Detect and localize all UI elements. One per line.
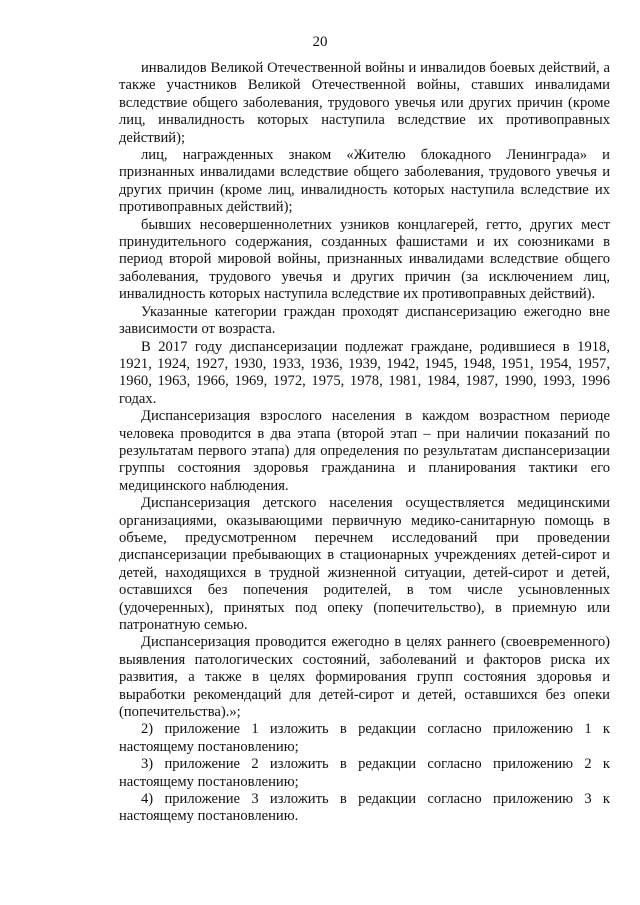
paragraph-birth-years: В 2017 году диспансеризации подлежат граждане, родившиеся в 1918, 1921, 1924, 1927, 1930, 1933, 1936, 1939, 1942, 1945, 1948, 1951, 1954, 1957, 1960, 1963, 1966, 1969, 1972, 1975, 1978, 1981, 1984, 1987, 1990, 1993, 1996 годах.: [119, 338, 610, 407]
paragraph-child-examination: Диспансеризация детского населения осуществляется медицинскими организациями, оказывающими первичную медико-санитарную помощь в объеме, предусмотренном перечнем исследований при проведении диспансеризации пребывающих в стационарных учреждениях детей-сирот и детей, находящихся в трудной жизненной ситуации, детей-сирот и детей, оставшихся без попечения родителей, в том числе усыновленных (удочеренных), принятых под опеку (попечительство), в приемную или патронатную семью.: [119, 495, 610, 633]
paragraph-appendix-2: 3) приложение 2 изложить в редакции согласно приложению 2 к настоящему постановлению;: [119, 756, 610, 790]
paragraph-blockade-residents: лиц, награжденных знаком «Жителю блокадного Ленинграда» и признанных инвалидами вследствие общего заболевания, трудового увечья и других причин (кроме лиц, инвалидность которых наступила вследствие их противоправных действий);: [119, 147, 610, 216]
paragraph-former-prisoners: бывших несовершеннолетних узников концлагерей, гетто, других мест принудительного содержания, созданных фашистами и их союзниками в период второй мировой войны, признанных инвалидами вследствие общего заболевания, трудового увечья и других причин (за исключением лиц, инвалидность которых наступила вследствие их противоправных действий).: [119, 216, 610, 303]
paragraph-annual-examination: Указанные категории граждан проходят диспансеризацию ежегодно вне зависимости от возраста.: [119, 303, 610, 338]
paragraph-appendix-3: 4) приложение 3 изложить в редакции согласно приложению 3 к настоящему постановлению.: [119, 791, 610, 825]
paragraph-wwii-invalids: инвалидов Великой Отечественной войны и инвалидов боевых действий, а также участников Великой Отечественной войны, ставших инвалидами вследствие общего заболевания, трудового увечья или других причин (кроме лиц, инвалидность которых наступила вследствие их противоправных действий);: [119, 60, 610, 146]
document-body: [119, 60, 610, 826]
paragraph-appendix-1: 2) приложение 1 изложить в редакции согласно приложению 1 к настоящему постановлению;: [119, 721, 610, 755]
paragraph-adult-examination: Диспансеризация взрослого населения в каждом возрастном периоде человека проводится в два этапа (второй этап – при наличии показаний по результатам первого этапа) для определения по результатам диспансеризации группы состояния здоровья гражданина и планирования тактики его медицинского наблюдения.: [119, 408, 610, 494]
page-number: 20: [312, 34, 328, 50]
paragraph-examination-purpose: Диспансеризация проводится ежегодно в целях раннего (своевременного) выявления патологических состояний, заболеваний и факторов риска их развития, а также в целях формирования групп состояния здоровья и выработки рекомендаций для детей-сирот и детей, оставшихся без опеки (попечительства).»;: [119, 634, 610, 721]
